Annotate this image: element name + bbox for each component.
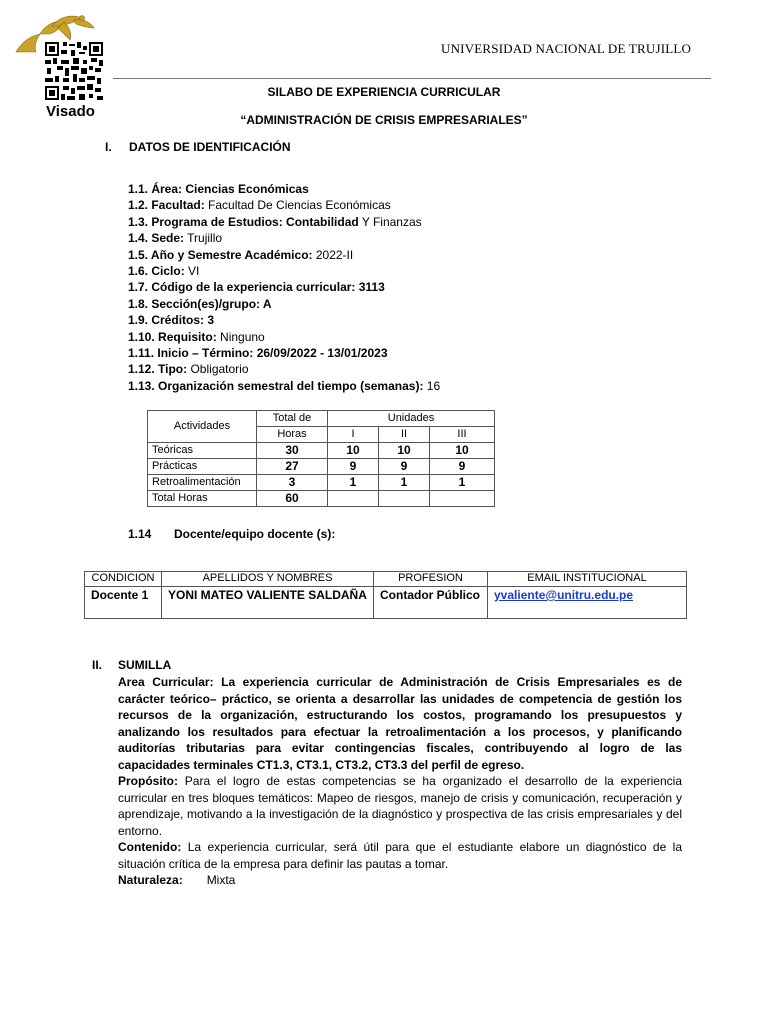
table-row [148, 443, 495, 459]
hours-table [147, 410, 495, 507]
header-divider [113, 78, 711, 79]
row-unit-3: 10 [430, 443, 495, 459]
section-1-14-heading [128, 527, 335, 541]
area-paragraph: Area Curricular: La experiencia curricular de Administración de Crisis Empresariales es de carácter teórico– práctico, se orienta a desarrollar las unidades de competencia de gestión los recursos de la organización, estructurando los costos, programando los presupuestos y analizando los resultados para efectuar la retroalimentación a los procesos, y planificando auditorías tributarias para evitar contingencias fiscales, contribuyendo al logro de las capacidades terminales CT1.3, CT3.1, CT3.2, CT3.3 del perfil de egreso. [118, 675, 682, 772]
table-row [85, 587, 687, 619]
list-item: 1.1. Área: Ciencias Económicas [128, 182, 309, 196]
list-item: 1.3. Programa de Estudios: Contabilidad Y Finanzas [128, 214, 422, 229]
row-total: 3 [257, 475, 328, 491]
row-unit-1: 10 [328, 443, 379, 459]
docente-table [84, 571, 687, 619]
section-1-14-title: Docente/equipo docente (s): [174, 527, 336, 541]
section-1-14-number: 1.14 [128, 527, 152, 541]
header-condicion: CONDICION [85, 572, 162, 587]
row-label: Total Horas [148, 491, 257, 507]
section-1-number: I. [105, 140, 112, 154]
list-item: 1.6. Ciclo: VI [128, 264, 200, 279]
row-unit-1: 9 [328, 459, 379, 475]
row-total: 30 [257, 443, 328, 459]
email-link[interactable]: yvaliente@unitru.edu.pe [494, 588, 634, 602]
header-nombres: APELLIDOS Y NOMBRES [162, 572, 374, 587]
visado-label: Visado [46, 103, 95, 120]
header-units: Unidades [328, 411, 495, 427]
row-unit-2: 1 [379, 475, 430, 491]
section-2-title: SUMILLA [118, 658, 172, 672]
list-item: 1.2. Facultad: Facultad De Ciencias Económicas [128, 198, 391, 213]
header-unit-3: III [430, 427, 495, 443]
table-row [148, 475, 495, 491]
course-title: “ADMINISTRACIÓN DE CRISIS EMPRESARIALES” [240, 113, 528, 127]
identification-list [128, 181, 440, 394]
row-unit-1: 1 [328, 475, 379, 491]
list-item: 1.9. Créditos: 3 [128, 313, 215, 328]
university-name: UNIVERSIDAD NACIONAL DE TRUJILLO [441, 41, 692, 56]
section-1-title: DATOS DE IDENTIFICACIÓN [129, 140, 291, 154]
row-unit-3: 9 [430, 459, 495, 475]
header-unit-1: I [328, 427, 379, 443]
header-profesion: PROFESION [374, 572, 488, 587]
section-2-number: II. [92, 658, 103, 672]
list-item: 1.4. Sede: Trujillo [128, 231, 223, 246]
cell-nombre: YONI MATEO VALIENTE SALDAÑA [162, 587, 374, 619]
list-item: 1.13. Organización semestral del tiempo (semanas): 16 [128, 378, 441, 393]
section-1-heading [105, 140, 291, 154]
row-total: 27 [257, 459, 328, 475]
proposito-paragraph: Propósito: Para el logro de estas competencias se ha organizado el desarrollo de la experiencia curricular en tres bloques temáticos: Mapeo de riesgos, manejo de crisis y comunicación, recuperación y aprendizaje, motivando a la investigación de la diagnóstico y prospectiva de las crisis empresariales y del entorno. [118, 774, 682, 838]
list-item: 1.7. Código de la experiencia curricular: 3113 [128, 280, 385, 295]
header-activities: Actividades [148, 411, 257, 443]
list-item: 1.11. Inicio – Término: 26/09/2022 - 13/01/2023 [128, 346, 388, 361]
list-item: 1.5. Año y Semestre Académico: 2022-II [128, 247, 354, 262]
cell-condicion: Docente 1 [85, 587, 162, 619]
header-unit-2: II [379, 427, 430, 443]
table-row [148, 411, 495, 427]
row-label: Prácticas [148, 459, 257, 475]
row-total: 60 [257, 491, 328, 507]
row-label: Retroalimentación [148, 475, 257, 491]
sumilla-body [118, 674, 682, 889]
row-unit-1 [328, 491, 379, 507]
row-unit-2: 10 [379, 443, 430, 459]
list-item: 1.8. Sección(es)/grupo: A [128, 296, 272, 311]
row-unit-3: 1 [430, 475, 495, 491]
header-email: EMAIL INSTITUCIONAL [488, 572, 687, 587]
section-2-heading [92, 658, 171, 672]
table-row [148, 491, 495, 507]
contenido-paragraph: Contenido: La experiencia curricular, será útil para que el estudiante elabore un diagnóstico de la situación crítica de la empresa para definir las pautas a tomar. [118, 840, 682, 871]
list-item: 1.12. Tipo: Obligatorio [128, 362, 249, 377]
row-label: Teóricas [148, 443, 257, 459]
row-unit-2 [379, 491, 430, 507]
cell-email [488, 587, 687, 619]
list-item: 1.10. Requisito: Ninguno [128, 329, 265, 344]
header-total-2: Horas [257, 427, 328, 443]
table-row [148, 459, 495, 475]
document-title: SILABO DE EXPERIENCIA CURRICULAR [267, 85, 501, 99]
header-total-1: Total de [257, 411, 328, 427]
cell-profesion: Contador Público [374, 587, 488, 619]
row-unit-3 [430, 491, 495, 507]
row-unit-2: 9 [379, 459, 430, 475]
table-header-row [85, 572, 687, 587]
naturaleza-line: Naturaleza: Mixta [118, 873, 236, 887]
